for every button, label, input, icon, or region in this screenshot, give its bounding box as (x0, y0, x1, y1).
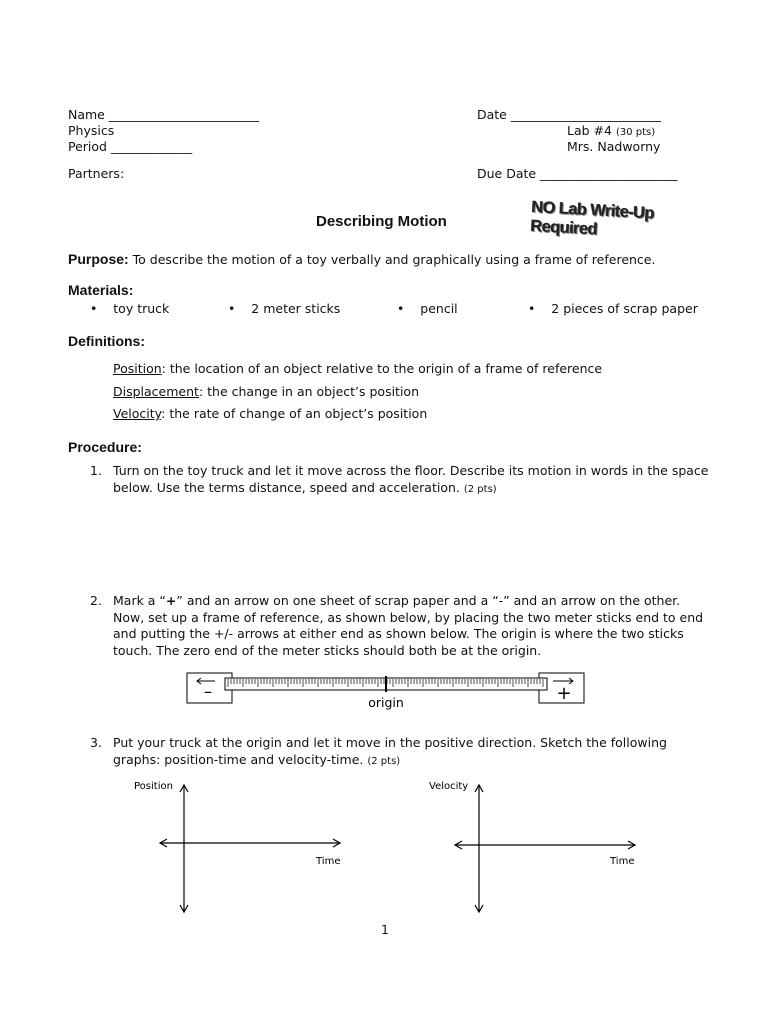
graph-y-label: Velocity (429, 781, 469, 792)
definition-text: : the location of an object relative to the origin of a frame of reference (161, 361, 603, 376)
materials-heading: Materials: (68, 282, 134, 298)
material-item: • 2 meter sticks (228, 301, 341, 316)
graph-x-label: Time (610, 856, 635, 867)
definition-term: Position (113, 361, 162, 376)
lab-points: (30 pts) (615, 127, 656, 138)
step-text: Mark a “ (113, 593, 166, 608)
step-text: Put your truck at the origin and let it move in the positive direction. Sketch the following graphs: position-time and velocity-time. (113, 735, 667, 767)
definition-text: : the rate of change of an object’s position (161, 406, 428, 421)
material-label: 2 pieces of scrap paper (551, 301, 698, 316)
material-item: • toy truck (90, 301, 170, 316)
no-writeup-stamp: NO Lab Write-Up Required (530, 198, 655, 239)
definition-term: Velocity (113, 406, 162, 421)
step-points: (2 pts) (367, 755, 401, 767)
position-time-graph (134, 781, 340, 912)
procedure-heading: Procedure: (68, 439, 142, 455)
minus-sign: – (203, 682, 213, 702)
due-date-field[interactable]: Due Date ______________________ (477, 166, 678, 181)
purpose-text: To describe the motion of a toy verbally and graphically using a frame of reference. (132, 252, 656, 267)
name-field[interactable]: Name ________________________ (68, 107, 259, 122)
lab-label: Lab #4 (567, 123, 612, 138)
step-text: ” and an arrow on one sheet of scrap paper and a “-” and an arrow on the other. Now, set up a frame of reference, as shown below, by placing the two meter sticks end to end and putting the +/- arrows at either end as shown below. The origin is where the two sticks touch. The zero end of the meter sticks should both be at the origin. (113, 593, 704, 658)
plus-sign: + (556, 683, 572, 704)
step-number: 1. (90, 463, 102, 478)
teacher-name: Mrs. Nadworny (567, 139, 661, 154)
step-text: Turn on the toy truck and let it move across the floor. Describe its motion in words in the space below. Use the terms distance, speed and acceleration. (113, 463, 709, 495)
graph-y-label: Position (134, 781, 173, 792)
step-number: 2. (90, 593, 102, 608)
step-points: (2 pts) (463, 483, 497, 495)
step-3-text (113, 735, 713, 770)
definition-text: : the change in an object’s position (198, 384, 419, 399)
page-title: Describing Motion (316, 213, 447, 230)
date-field[interactable]: Date ________________________ (477, 107, 661, 122)
step-number: 3. (90, 735, 102, 750)
material-item: • pencil (397, 301, 458, 316)
plus-sign-text: + (165, 593, 177, 608)
graph-x-label: Time (316, 856, 341, 867)
material-item: • 2 pieces of scrap paper (528, 301, 698, 316)
velocity-time-graph (429, 781, 635, 912)
origin-label: origin (368, 695, 404, 710)
purpose-heading: Purpose: (68, 251, 129, 267)
subject-label: Physics (68, 123, 115, 138)
material-label: toy truck (113, 301, 170, 316)
material-label: pencil (420, 301, 458, 316)
period-field[interactable]: Period _____________ (68, 139, 193, 154)
definition-term: Displacement (113, 384, 199, 399)
definitions-heading: Definitions: (68, 333, 145, 349)
partners-label: Partners: (68, 166, 125, 181)
material-label: 2 meter sticks (251, 301, 341, 316)
page-number: 1 (381, 922, 389, 937)
